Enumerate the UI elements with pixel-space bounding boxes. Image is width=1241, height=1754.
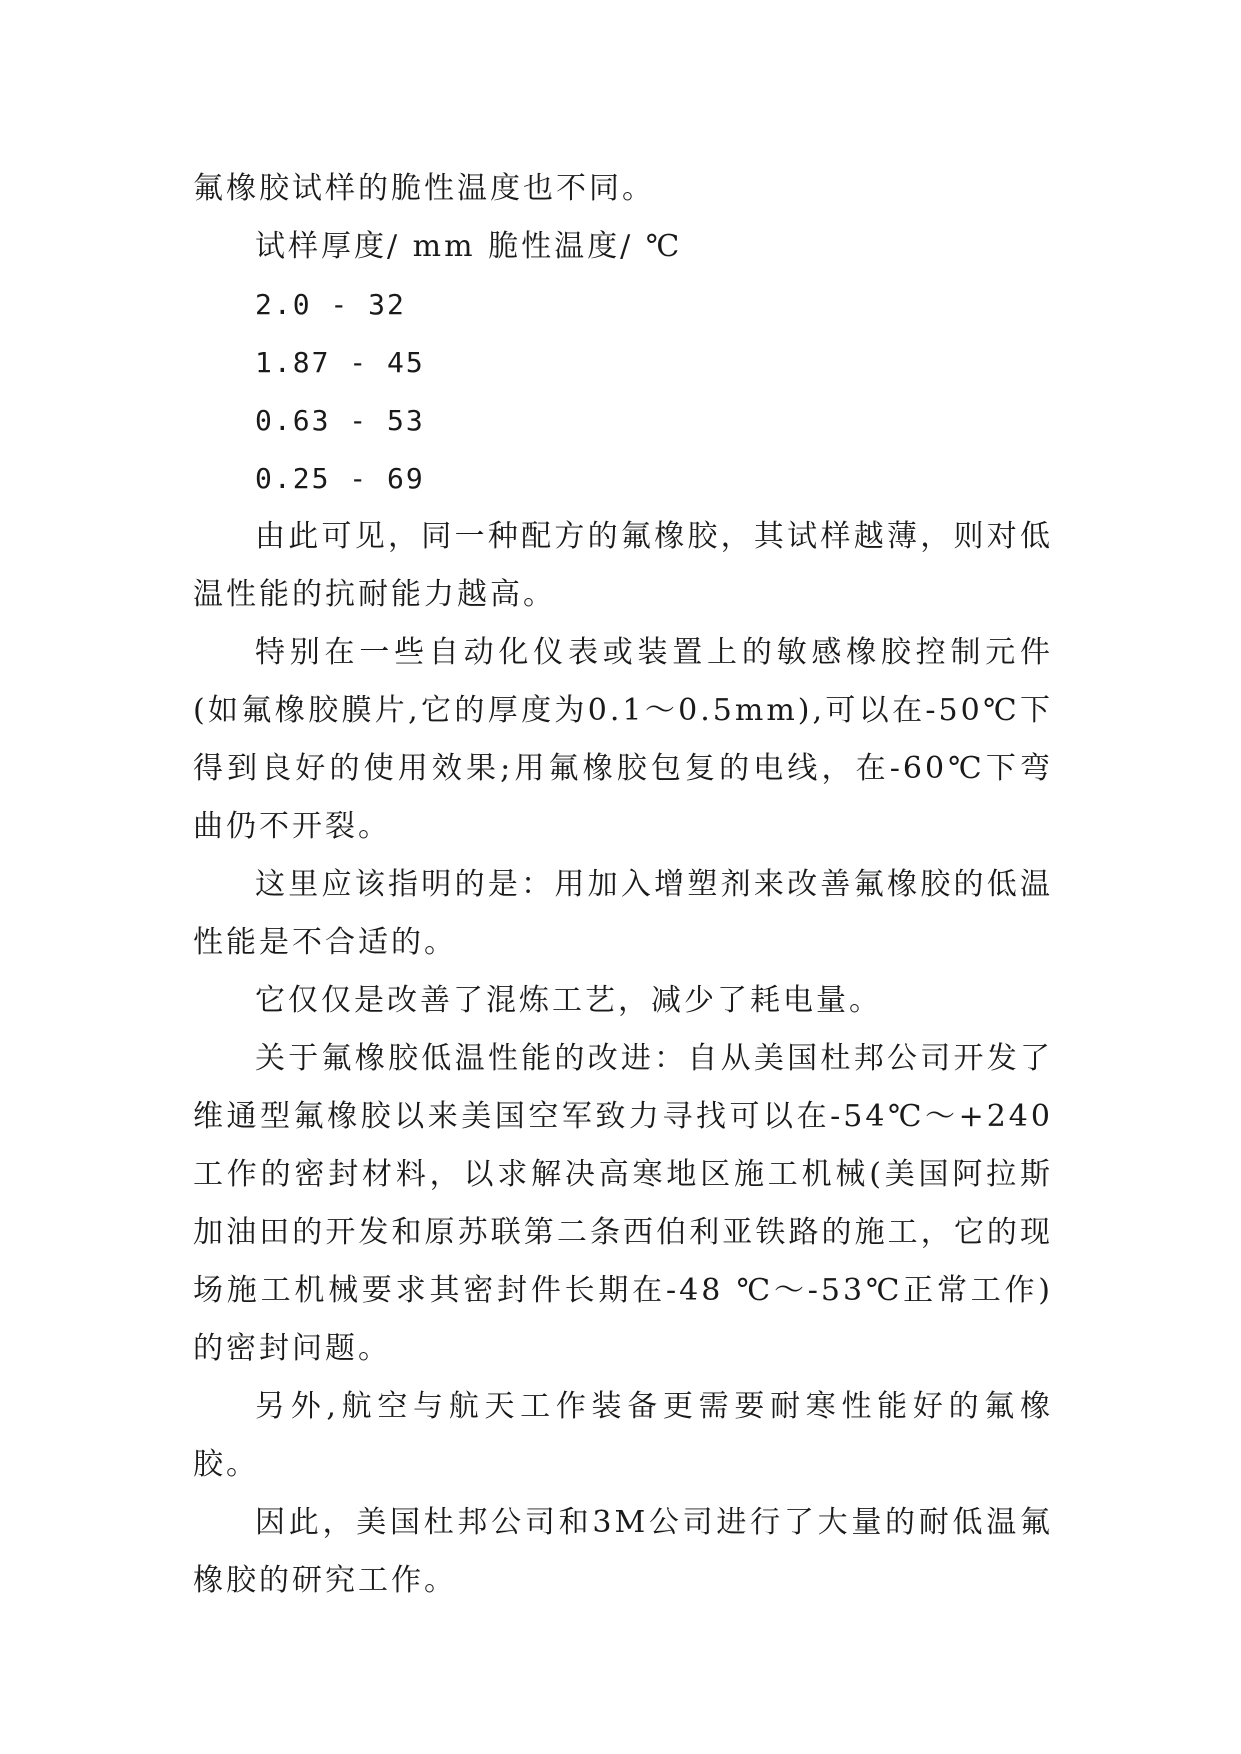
paragraph: 它仅仅是改善了混炼工艺，减少了耗电量。 bbox=[255, 983, 882, 1018]
table-row: 0.25 - 69 bbox=[255, 462, 425, 495]
table-row: 0.63 - 53 bbox=[255, 404, 425, 437]
paragraph-continuation: 氟橡胶试样的脆性温度也不同。 bbox=[193, 171, 655, 206]
paragraph: 另外,航空与航天工作装备更需要耐寒性能好的氟橡胶。 bbox=[193, 1389, 1053, 1482]
table-row: 1.87 - 45 bbox=[255, 346, 425, 379]
paragraph: 特别在一些自动化仪表或装置上的敏感橡胶控制元件(如氟橡胶膜片,它的厚度为0.1～0.5mm),可以在-50℃下得到良好的使用效果;用氟橡胶包复的电线，在-60℃下弯曲仍不开裂。 bbox=[193, 635, 1053, 844]
paragraph: 因此，美国杜邦公司和3M公司进行了大量的耐低温氟橡胶的研究工作。 bbox=[193, 1505, 1053, 1598]
paragraph: 这里应该指明的是：用加入增塑剂来改善氟橡胶的低温性能是不合适的。 bbox=[193, 867, 1053, 960]
paragraph: 由此可见，同一种配方的氟橡胶，其试样越薄，则对低温性能的抗耐能力越高。 bbox=[193, 519, 1053, 612]
table-row: 2.0 - 32 bbox=[255, 288, 406, 321]
paragraph: 关于氟橡胶低温性能的改进：自从美国杜邦公司开发了维通型氟橡胶以来美国空军致力寻找可以在-54℃～+240 工作的密封材料，以求解决高寒地区施工机械(美国阿拉斯加油田的开发和原苏联第二条西伯利亚铁路的施工，它的现场施工机械要求其密封件长期在-48 ℃～-53℃正常工作)的密封问题。 bbox=[193, 1041, 1053, 1366]
document-body bbox=[193, 160, 1053, 1610]
table-header-line: 试样厚度/ mm 脆性温度/ ℃ bbox=[255, 229, 683, 264]
